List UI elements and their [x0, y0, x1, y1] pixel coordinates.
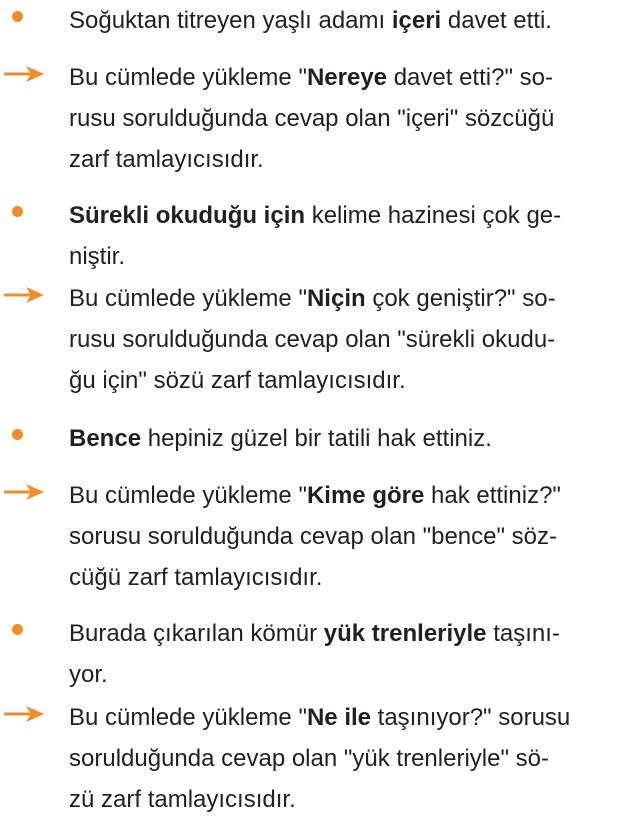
text-segment: Bu cümlede yükleme ": [69, 64, 307, 91]
text-segment: zarf tamlayıcısıdır.: [69, 146, 264, 173]
text-segment: davet etti?" so-: [387, 64, 553, 91]
text-line: [69, 613, 617, 654]
text-segment: rusu sorulduğunda cevap olan "sürekli okudu-: [69, 326, 556, 353]
text-segment: Bu cümlede yükleme ": [69, 482, 307, 509]
text-line: [69, 236, 617, 277]
right-arrow-icon: [4, 65, 44, 83]
bold-phrase: Bence: [69, 425, 142, 452]
text-line: [69, 57, 617, 98]
text-line: [69, 557, 617, 598]
bold-phrase: Niçin: [306, 285, 366, 312]
text-line: [69, 779, 617, 820]
text-line: [69, 98, 617, 139]
bullet-dot-icon: [12, 429, 23, 440]
text-line: [69, 516, 617, 557]
text-segment: taşını-: [486, 620, 560, 647]
example-text: [69, 613, 617, 695]
text-line: [69, 418, 617, 459]
text-line: [69, 139, 617, 180]
text-line: [69, 278, 617, 319]
text-segment: ğu için" sözü zarf tamlayıcısıdır.: [69, 367, 406, 394]
text-line: [69, 319, 617, 360]
bold-phrase: yük trenleriyle: [323, 620, 487, 647]
text-line: [69, 0, 617, 41]
text-line: [69, 360, 617, 401]
right-arrow-icon: [4, 483, 44, 501]
text-line: [69, 738, 617, 779]
bullet-dot-icon: [12, 11, 23, 22]
text-segment: rusu sorulduğunda cevap olan "içeri" sözcüğü: [69, 105, 555, 132]
bold-phrase: içeri: [391, 7, 442, 34]
text-segment: çok geniştir?" so-: [365, 285, 556, 312]
text-segment: kelime hazinesi çok ge-: [305, 202, 562, 229]
explanation-text: [69, 475, 617, 598]
bullet-dot-icon: [12, 624, 23, 635]
text-segment: Bu cümlede yükleme ": [69, 704, 307, 731]
text-segment: Soğuktan titreyen yaşlı adamı: [69, 7, 392, 34]
explanation-text: [69, 697, 617, 820]
bold-phrase: Sürekli okuduğu için: [69, 202, 306, 229]
text-segment: niştir.: [69, 243, 126, 270]
text-segment: cüğü zarf tamlayıcısıdır.: [69, 564, 323, 591]
right-arrow-icon: [4, 705, 44, 723]
text-line: [69, 195, 617, 236]
text-segment: sorulduğunda cevap olan "yük trenleriyle" sö-: [69, 745, 549, 772]
text-segment: taşınıyor?" sorusu: [371, 704, 571, 731]
text-segment: Bu cümlede yükleme ": [69, 285, 307, 312]
text-segment: Burada çıkarılan kömür: [69, 620, 324, 647]
text-segment: yor.: [69, 661, 108, 688]
text-line: [69, 697, 617, 738]
right-arrow-icon: [4, 286, 44, 304]
text-segment: sorusu sorulduğunda cevap olan "bence" söz-: [69, 523, 558, 550]
text-segment: davet etti.: [441, 7, 552, 34]
text-segment: zü zarf tamlayıcısıdır.: [69, 786, 296, 813]
example-text: [69, 0, 617, 41]
text-line: [69, 475, 617, 516]
text-segment: hepiniz güzel bir tatili hak ettiniz.: [141, 425, 492, 452]
example-text: [69, 195, 617, 277]
text-segment: hak ettiniz?": [424, 482, 561, 509]
explanation-text: [69, 278, 617, 401]
bold-phrase: Ne ile: [306, 704, 371, 731]
bold-phrase: Nereye: [306, 64, 388, 91]
example-text: [69, 418, 617, 459]
explanation-text: [69, 57, 617, 180]
bold-phrase: Kime göre: [306, 482, 425, 509]
text-line: [69, 654, 617, 695]
bullet-dot-icon: [12, 206, 23, 217]
